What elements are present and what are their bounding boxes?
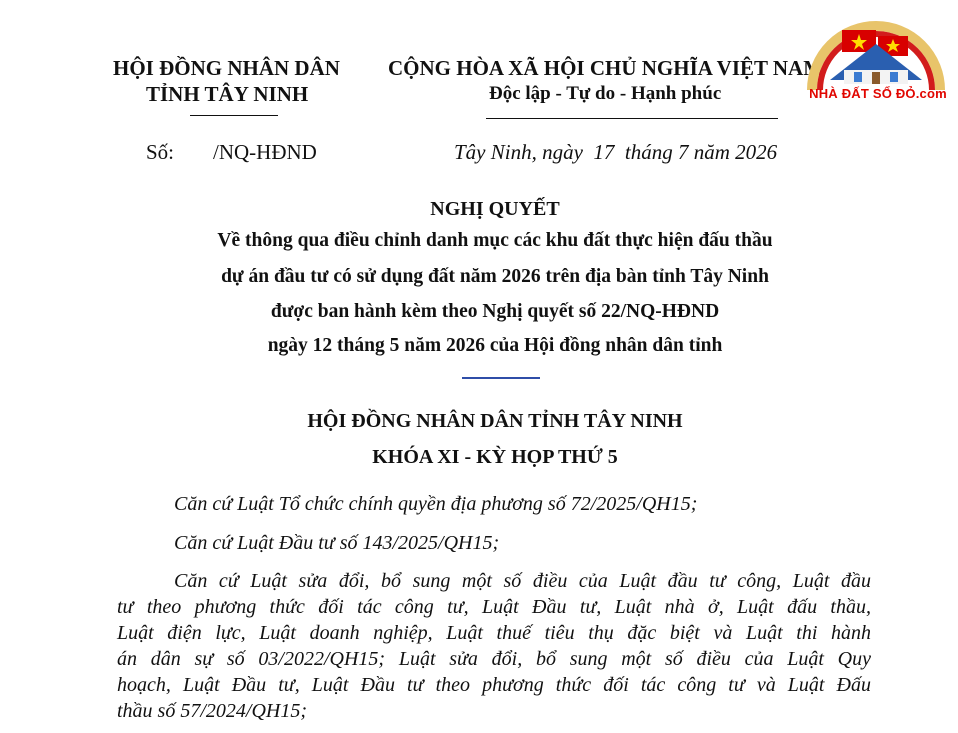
resolution-heading: NGHỊ QUYẾT bbox=[430, 198, 560, 220]
document-number-label: Số: bbox=[146, 140, 175, 164]
legal-basis-3-line6: thầu số 57/2024/QH15; bbox=[117, 700, 307, 722]
council-heading: HỘI ĐỒNG NHÂN DÂN TỈNH TÂY NINH bbox=[307, 410, 683, 432]
document-number-value: /NQ-HĐND bbox=[213, 140, 317, 164]
legal-basis-3-line1: Căn cứ Luật sửa đổi, bổ sung một số điều của Luật đầu tư công, Luật đầu bbox=[174, 570, 871, 592]
left-header-rule bbox=[190, 115, 278, 116]
resolution-subject-line1: Về thông qua điều chỉnh danh mục các khu đất thực hiện đấu thầu bbox=[217, 230, 773, 251]
council-name-line1: HỘI ĐỒNG NHÂN DÂN bbox=[113, 56, 340, 80]
title-divider bbox=[462, 377, 540, 379]
legal-basis-3-line5: hoạch, Luật Đầu tư, Luật Đầu tư theo phương thức đối tác công tư và Luật Đấu bbox=[117, 674, 871, 696]
watermark-logo bbox=[800, 8, 952, 108]
legal-basis-3-line4: án dân sự số 03/2022/QH15; Luật sửa đổi, bổ sung một số điều của Luật Quy bbox=[117, 648, 871, 670]
watermark-text: NHÀ ĐẤT SỔ ĐỎ.com bbox=[809, 86, 947, 101]
resolution-subject-line2: dự án đầu tư có sử dụng đất năm 2026 trên địa bàn tỉnh Tây Ninh bbox=[221, 266, 769, 287]
legal-basis-3-line3: Luật điện lực, Luật doanh nghiệp, Luật thuế tiêu thụ đặc biệt và Luật thi hành bbox=[117, 622, 871, 644]
place-and-date: Tây Ninh, ngày 17 tháng 7 năm 2026 bbox=[454, 140, 778, 164]
legal-basis-2: Căn cứ Luật Đầu tư số 143/2025/QH15; bbox=[174, 532, 500, 554]
resolution-subject-line3: được ban hành kèm theo Nghị quyết số 22/NQ-HĐND bbox=[270, 301, 720, 322]
resolution-subject-line4: ngày 12 tháng 5 năm 2026 của Hội đồng nhân dân tỉnh bbox=[267, 335, 723, 356]
legal-basis-1: Căn cứ Luật Tổ chức chính quyền địa phương số 72/2025/QH15; bbox=[174, 493, 698, 515]
legal-basis-3-line2: tư theo phương thức đối tác công tư, Luật Đầu tư, Luật nhà ở, Luật đấu thầu, bbox=[117, 596, 871, 618]
right-header-rule bbox=[486, 118, 778, 119]
council-name-line2: TỈNH TÂY NINH bbox=[146, 82, 309, 106]
national-title: CỘNG HÒA XÃ HỘI CHỦ NGHĨA VIỆT NAM bbox=[388, 56, 824, 80]
council-session: KHÓA XI - KỲ HỌP THỨ 5 bbox=[372, 446, 618, 468]
national-motto: Độc lập - Tự do - Hạnh phúc bbox=[489, 83, 722, 104]
